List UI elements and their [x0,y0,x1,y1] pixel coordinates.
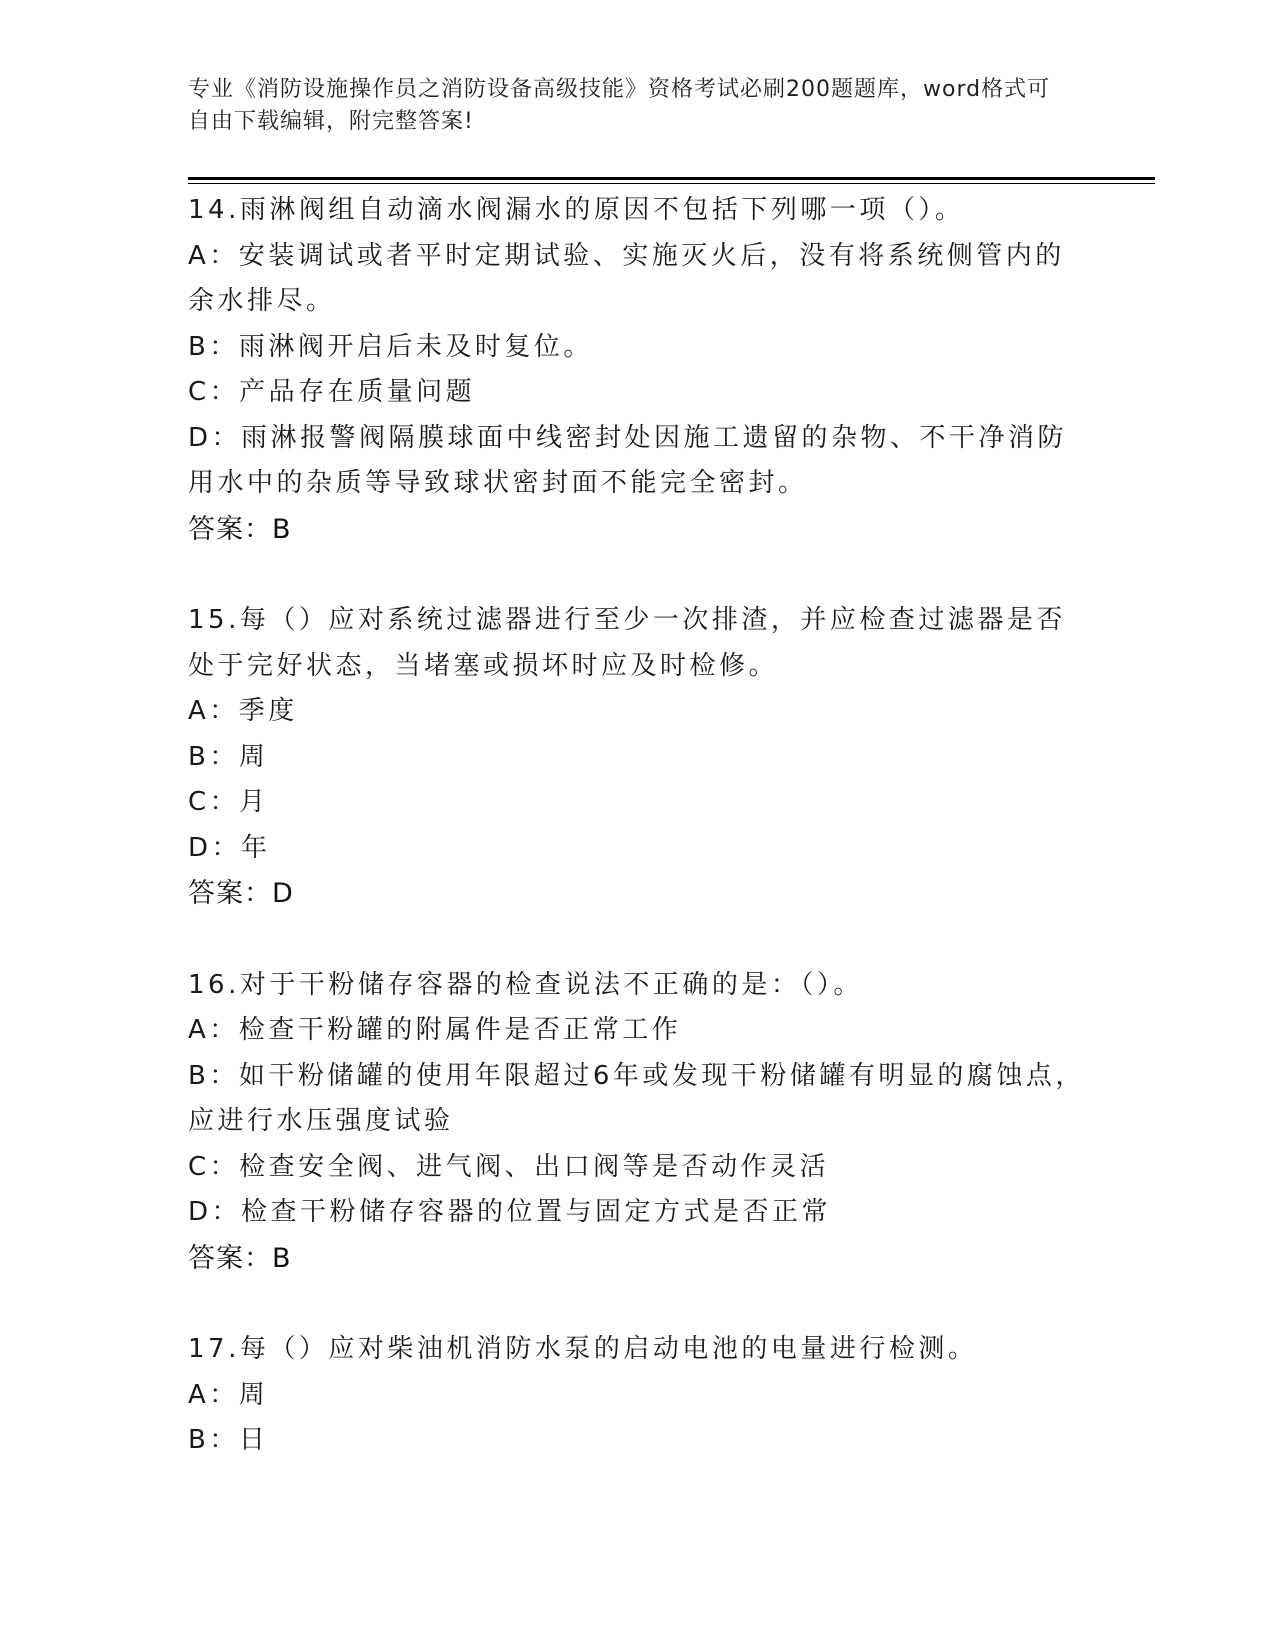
question-17 [188,1327,1088,1464]
question-15 [188,598,1088,917]
option-a: A：季度 [188,696,298,726]
option-d: D：年 [188,832,271,863]
option-a: A：周 [188,1379,269,1410]
option-d: D：检查干粉储存容器的位置与固定方式是否正常 [188,1197,832,1227]
document-header: 专业《消防设施操作员之消防设备高级技能》资格考试必刷200题题库，word格式可自由下载编辑，附完整答案! [188,77,1051,134]
header-rule-thick [188,177,1155,180]
question-stem: 16.对于干粉储存容器的检查说法不正确的是：（）。 [188,969,863,1000]
option-c: C：月 [188,787,269,817]
question-stem: 15.每（）应对系统过滤器进行至少一次排渣，并应检查过滤器是否处于完好状态，当堵塞或损坏时应及时检修。 [188,605,1066,681]
option-b: B：日 [188,1425,269,1455]
answer: 答案：B [188,513,292,545]
option-a: A：检查干粉罐的附属件是否正常工作 [188,1015,682,1045]
question-16 [188,963,1088,1282]
question-list [188,188,1088,1464]
option-b: B：如干粉储罐的使用年限超过6年或发现干粉储罐有明显的腐蚀点，应进行水压强度试验 [188,1060,1085,1136]
option-b: B：雨淋阀开启后未及时复位。 [188,331,593,362]
option-d: D：雨淋报警阀隔膜球面中线密封处因施工遗留的杂物、不干净消防用水中的杂质等导致球状密封面不能完全密封。 [188,422,1068,498]
header-rule-thin [188,183,1155,184]
option-a: A：安装调试或者平时定期试验、实施灭火后，没有将系统侧管内的余水排尽。 [188,240,1065,316]
answer: 答案：D [188,878,294,909]
option-c: C：产品存在质量问题 [188,377,476,407]
question-stem: 17.每（）应对柴油机消防水泵的启动电池的电量进行检测。 [188,1334,978,1364]
option-c: C：检查安全阀、进气阀、出口阀等是否动作灵活 [188,1151,830,1182]
question-stem: 14.雨淋阀组自动滴水阀漏水的原因不包括下列哪一项（）。 [188,195,965,225]
answer: 答案：B [188,1242,292,1274]
option-b: B：周 [188,741,269,772]
question-14 [188,188,1088,552]
